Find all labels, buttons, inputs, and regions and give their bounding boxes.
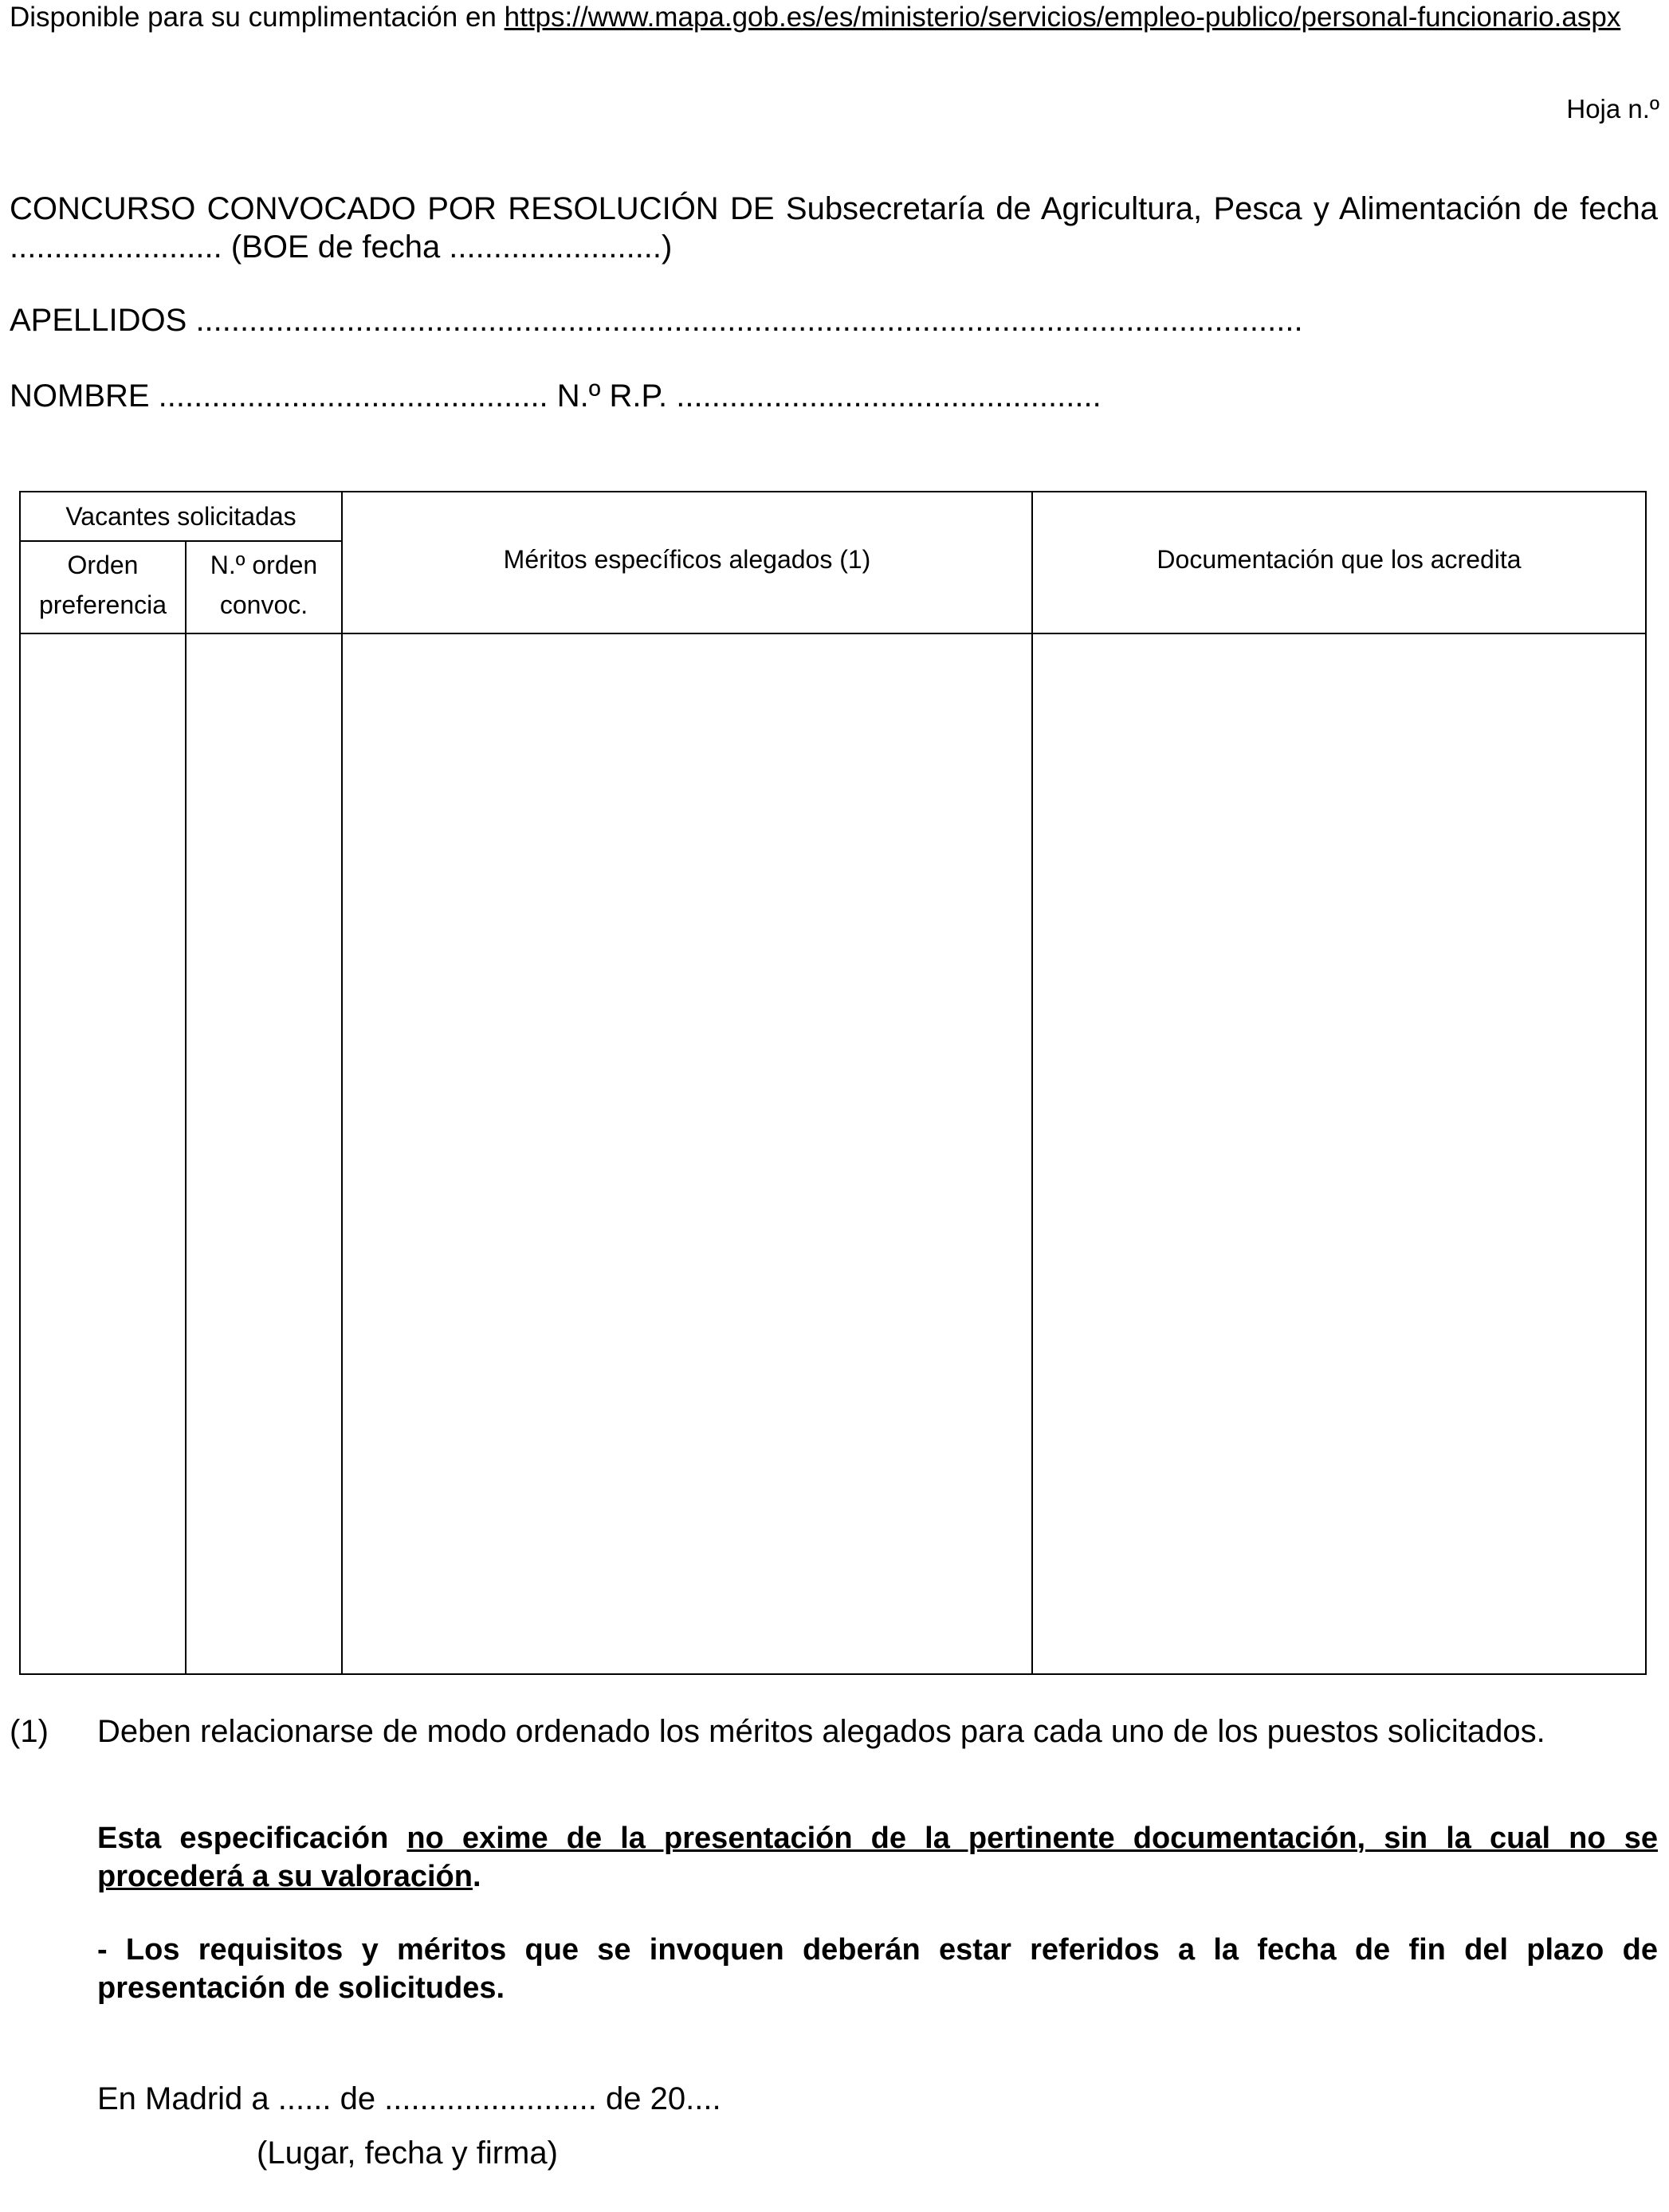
call-number-header-line2: convoc. <box>219 590 308 619</box>
specification-warning <box>97 1819 1658 1896</box>
documentation-cell[interactable] <box>1033 634 1645 1675</box>
contest-heading: CONCURSO CONVOCADO POR RESOLUCIÓN DE Subsecretaría de Agricultura, Pesca y Alimentación de fecha ........................ (BOE de fecha ........................) <box>10 191 1658 265</box>
place-date-line: En Madrid a ...... de ........................ de 20.... <box>97 2081 721 2116</box>
availability-note <box>10 0 1620 35</box>
vacancies-group-header: Vacantes solicitadas <box>65 502 296 531</box>
specification-tail: . <box>472 1860 481 1893</box>
surnames-field-line: APELLIDOS ............................................................................................................................. <box>10 303 1303 338</box>
call-number-cell[interactable] <box>187 634 341 1675</box>
footnote-text: Deben relacionarse de modo ordenado los méritos alegados para cada uno de los puestos solicitados. <box>97 1714 1545 1749</box>
order-preference-cell[interactable] <box>21 634 185 1675</box>
order-preference-header-line2: preferencia <box>38 590 167 619</box>
specification-underlined: no exime de la presentación de la pertinente documentación, sin la cual no se procederá a su valoración <box>97 1822 1658 1893</box>
requirements-note: - Los requisitos y méritos que se invoquen deberán estar referidos a la fecha de fin del plazo de presentación de solicitudes. <box>97 1933 1658 2005</box>
form-url-link[interactable]: https://www.mapa.gob.es/es/ministerio/servicios/empleo-publico/personal-funcionario.aspx <box>504 2 1621 33</box>
merits-cell[interactable] <box>343 634 1031 1675</box>
footnote-marker: (1) <box>10 1714 49 1749</box>
merits-header: Méritos específicos alegados (1) <box>503 545 871 574</box>
sheet-number-label: Hoja n.º <box>1566 94 1659 124</box>
specification-lead: Esta especificación <box>97 1822 407 1855</box>
merits-table <box>19 491 1647 1675</box>
order-preference-header-line1: Orden <box>67 551 139 579</box>
call-number-header-line1: N.º orden <box>210 551 318 579</box>
signature-hint: (Lugar, fecha y firma) <box>257 2136 558 2171</box>
availability-prefix: Disponible para su cumplimentación en <box>10 2 505 33</box>
name-field-line: NOMBRE ............................................ N.º R.P. ................................................ <box>10 378 1102 414</box>
documentation-header: Documentación que los acredita <box>1157 545 1522 574</box>
table-group-header-rule <box>21 540 341 542</box>
